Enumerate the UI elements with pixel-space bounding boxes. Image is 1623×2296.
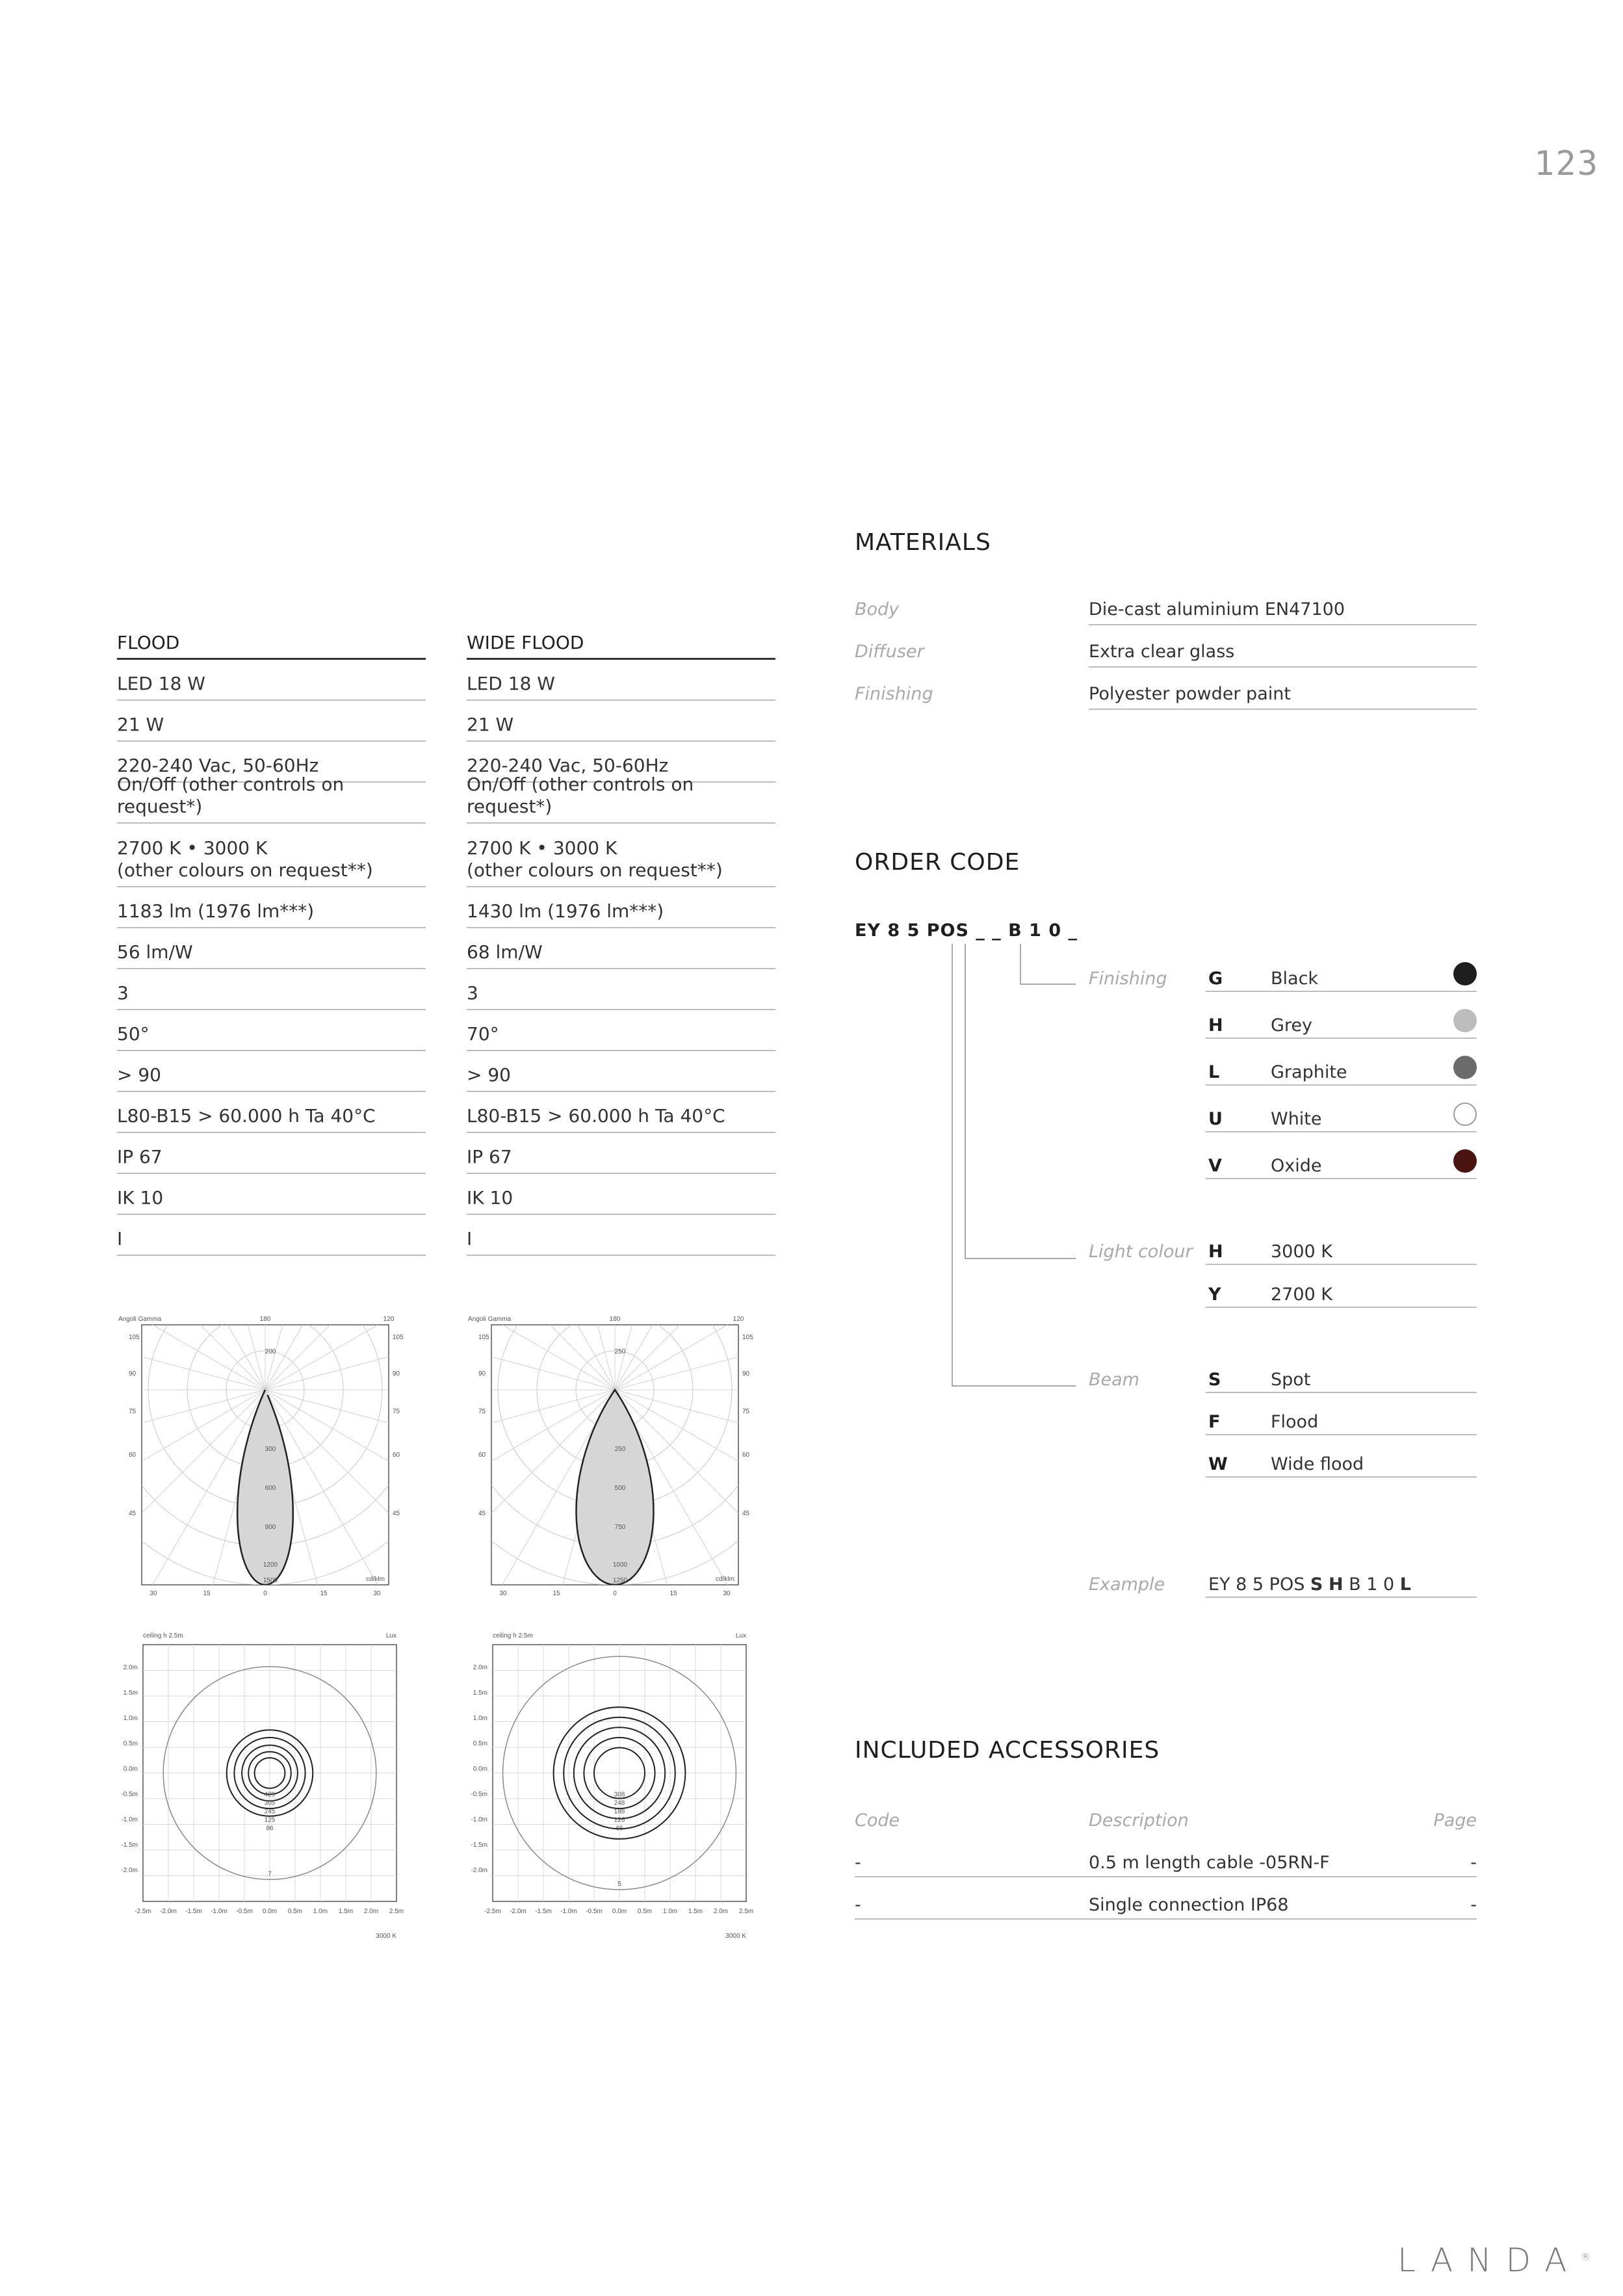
spec-row: > 90 — [467, 1051, 775, 1092]
option-letter: V — [1208, 1156, 1222, 1176]
isolux-x-label: -2.0m — [510, 1908, 526, 1915]
polar-right-label: 105 — [742, 1334, 753, 1341]
isolux-x-label: -0.5m — [586, 1908, 603, 1915]
isolux-x-label: 0.5m — [287, 1908, 303, 1915]
light-colour-option — [1206, 1242, 1477, 1265]
polar-left-label: 105 — [478, 1334, 489, 1341]
isolux-y-label: -2.0m — [121, 1867, 138, 1874]
polar-bottom-label: 15 — [203, 1590, 211, 1597]
wide-flood-spec-column — [467, 631, 775, 1256]
spec-row: 50° — [117, 1010, 426, 1051]
option-name: Black — [1271, 969, 1319, 989]
isolux-y-label: 0.0m — [473, 1766, 487, 1773]
polar-intensity-label: 200 — [265, 1348, 276, 1355]
option-name: Wide flood — [1271, 1454, 1364, 1474]
polar-top-label: 180 — [609, 1316, 621, 1323]
option-letter: H — [1208, 1242, 1223, 1262]
polar-intensity-label: 750 — [614, 1524, 626, 1531]
isolux-x-label: -2.0m — [160, 1908, 177, 1915]
spec-row: I — [117, 1215, 426, 1256]
materials-value-body: Die-cast aluminium EN47100 — [1089, 599, 1477, 625]
flood-heading: FLOOD — [117, 631, 426, 660]
order-code-title: ORDER CODE — [855, 849, 1020, 876]
polar-spoke — [265, 1319, 413, 1390]
polar-corner-label: Angoli Gamma — [468, 1316, 512, 1323]
polar-left-label: 75 — [129, 1408, 136, 1415]
polar-spoke — [467, 1319, 615, 1390]
polar-left-label: 60 — [129, 1452, 136, 1459]
polar-bottom-label: 0 — [263, 1590, 267, 1597]
accessory-code: - — [855, 1853, 861, 1873]
polar-left-label: 105 — [129, 1334, 140, 1341]
option-letter: Y — [1208, 1285, 1221, 1305]
isolux-x-label: 0.0m — [612, 1908, 627, 1915]
isolux-x-label: 1.5m — [338, 1908, 354, 1915]
accessories-header-code: Code — [855, 1810, 900, 1831]
spec-row: IP 67 — [117, 1133, 426, 1174]
isolux-y-label: -1.5m — [471, 1842, 487, 1849]
finishing-option — [1206, 1015, 1477, 1039]
example-label: Example — [1089, 1574, 1165, 1595]
polar-bottom-label: 15 — [669, 1590, 677, 1597]
polar-right-label: 90 — [742, 1370, 750, 1377]
isolux-footnote: 3000 K — [376, 1933, 396, 1940]
isolux-x-label: -0.5m — [236, 1908, 253, 1915]
polar-intensity-label: 300 — [265, 1446, 276, 1453]
isolux-y-label: 0.5m — [123, 1740, 138, 1747]
spec-row: LED 18 W — [117, 660, 426, 701]
polar-intensity-label: 600 — [265, 1485, 276, 1492]
accessory-description: Single connection IP68 — [1089, 1895, 1289, 1915]
isolux-x-label: 0.5m — [637, 1908, 653, 1915]
polar-bottom-label: 30 — [149, 1590, 157, 1597]
isolux-ring-label: 248 — [614, 1799, 625, 1807]
isolux-y-label: 1.0m — [473, 1715, 487, 1722]
isolux-x-label: 1.5m — [688, 1908, 703, 1915]
isolux-x-label: -1.5m — [535, 1908, 552, 1915]
polar-spoke — [117, 1390, 265, 1461]
materials-label-diffuser: Diffuser — [855, 642, 924, 662]
spec-row: 220-240 Vac, 50-60Hz — [467, 742, 775, 783]
accessory-divider — [855, 1876, 1477, 1877]
accessories-header-description: Description — [1089, 1810, 1189, 1831]
swatch-grey — [1453, 1009, 1477, 1032]
swatch-oxide — [1453, 1149, 1477, 1173]
option-letter: U — [1208, 1109, 1223, 1129]
spec-row: 1430 lm (1976 lm***) — [467, 887, 775, 928]
polar-intensity-label: 1250 — [612, 1577, 628, 1584]
spec-row: 21 W — [467, 701, 775, 742]
spec-colour-line2: (other colours on request**) — [467, 859, 723, 881]
option-name: Spot — [1271, 1370, 1311, 1390]
wide-flood-isolux-svg — [467, 1628, 762, 1950]
polar-left-label: 90 — [129, 1370, 136, 1377]
spec-row: 70° — [467, 1010, 775, 1051]
isolux-y-label: -1.0m — [471, 1816, 487, 1823]
spec-row: 1183 lm (1976 lm***) — [117, 887, 426, 928]
polar-intensity-label: 1200 — [263, 1561, 278, 1569]
spec-colour-line1: 2700 K • 3000 K — [467, 837, 617, 859]
spec-row: On/Off (other controls on request*) — [467, 783, 775, 824]
isolux-y-label: 2.0m — [123, 1664, 138, 1671]
light-colour-option — [1206, 1285, 1477, 1308]
option-letter: H — [1208, 1015, 1223, 1036]
polar-bottom-label: 30 — [373, 1590, 381, 1597]
option-name: White — [1271, 1109, 1322, 1129]
polar-intensity-label: 900 — [265, 1524, 276, 1531]
option-letter: S — [1208, 1370, 1221, 1390]
spec-row: IP 67 — [467, 1133, 775, 1174]
isolux-x-label: -1.0m — [211, 1908, 227, 1915]
polar-right-label: 45 — [742, 1510, 750, 1517]
isolux-y-label: -0.5m — [471, 1791, 487, 1798]
isolux-ring-label: 308 — [614, 1791, 625, 1799]
swatch-graphite — [1453, 1056, 1477, 1079]
isolux-y-label: 1.0m — [123, 1715, 138, 1722]
wide-flood-isolux-chart — [467, 1628, 762, 1950]
accessories-title: INCLUDED ACCESSORIES — [855, 1737, 1160, 1764]
polar-intensity-label: 500 — [614, 1485, 626, 1492]
spec-row: I — [467, 1215, 775, 1256]
polar-bottom-label: 15 — [552, 1590, 560, 1597]
polar-intensity-label: 250 — [614, 1446, 626, 1453]
isolux-y-label: -1.5m — [121, 1842, 138, 1849]
isolux-x-label: -2.5m — [484, 1908, 501, 1915]
isolux-footnote: 3000 K — [725, 1933, 746, 1940]
spec-row: 68 lm/W — [467, 928, 775, 969]
spec-colour-line2: (other colours on request**) — [117, 859, 373, 881]
registered-mark: ® — [1581, 2252, 1591, 2263]
wide-flood-polar-svg — [467, 1313, 762, 1599]
finishing-option — [1206, 1062, 1477, 1086]
brand-name: LANDA — [1397, 2241, 1581, 2279]
option-name: Grey — [1271, 1015, 1313, 1036]
polar-left-label: 45 — [478, 1510, 486, 1517]
isolux-x-label: 2.5m — [738, 1908, 754, 1915]
polar-right-label: 60 — [393, 1452, 400, 1459]
light-colour-label: Light colour — [1089, 1242, 1193, 1262]
polar-bottom-label: 30 — [499, 1590, 507, 1597]
polar-grid — [117, 1313, 413, 1599]
isolux-y-label: -1.0m — [121, 1816, 138, 1823]
spec-row: L80-B15 > 60.000 h Ta 40°C — [117, 1092, 426, 1133]
polar-right-label: 105 — [393, 1334, 404, 1341]
example-prefix: EY 8 5 POS — [1208, 1574, 1310, 1595]
isolux-x-label: 2.0m — [363, 1908, 379, 1915]
polar-left-label: 60 — [478, 1452, 486, 1459]
polar-left-label: 90 — [478, 1370, 486, 1377]
wide-flood-heading: WIDE FLOOD — [467, 631, 775, 660]
option-letter: W — [1208, 1454, 1228, 1474]
spec-row: 220-240 Vac, 50-60Hz — [117, 742, 426, 783]
isolux-y-label: 0.5m — [473, 1740, 487, 1747]
isolux-ring-label: 429 — [264, 1791, 276, 1799]
isolux-y-label: -0.5m — [121, 1791, 138, 1798]
materials-title: MATERIALS — [855, 529, 991, 556]
wide-flood-polar-chart — [467, 1313, 762, 1599]
flood-spec-column — [117, 631, 426, 1256]
swatch-black — [1453, 962, 1477, 985]
isolux-unit-label: Lux — [385, 1632, 396, 1639]
spec-row-colour — [467, 824, 775, 887]
materials-label-finishing: Finishing — [855, 684, 933, 704]
polar-top-label: 120 — [733, 1316, 744, 1323]
isolux-x-label: 2.5m — [389, 1908, 404, 1915]
isolux-x-label: 2.0m — [713, 1908, 729, 1915]
example-code — [1206, 1574, 1477, 1598]
example-code-text — [1208, 1574, 1411, 1595]
beam-option — [1206, 1454, 1477, 1478]
isolux-x-label: -1.0m — [560, 1908, 577, 1915]
polar-grid — [467, 1313, 762, 1599]
isolux-y-label: 0.0m — [123, 1766, 138, 1773]
isolux-ring-label: 7 — [268, 1870, 272, 1878]
option-letter: G — [1208, 969, 1223, 989]
isolux-ring-label: 125 — [264, 1816, 276, 1824]
polar-left-label: 45 — [129, 1510, 136, 1517]
isolux-ring-label: 245 — [264, 1808, 276, 1816]
isolux-ring-label: 126 — [614, 1816, 625, 1824]
polar-right-label: 60 — [742, 1452, 750, 1459]
polar-left-label: 75 — [478, 1408, 486, 1415]
accessory-page: - — [1470, 1895, 1477, 1915]
isolux-x-label: -1.5m — [185, 1908, 202, 1915]
option-name: Oxide — [1271, 1156, 1322, 1176]
polar-intensity-label: 1500 — [263, 1577, 278, 1584]
polar-spoke — [265, 1390, 413, 1461]
polar-bottom-label: 0 — [613, 1590, 617, 1597]
isolux-y-label: 1.5m — [473, 1689, 487, 1697]
polar-right-label: 45 — [393, 1510, 400, 1517]
isolux-corner-label: ceiling h 2.5m — [493, 1632, 533, 1639]
spec-row: L80-B15 > 60.000 h Ta 40°C — [467, 1092, 775, 1133]
beam-label: Beam — [1089, 1370, 1139, 1390]
polar-right-label: 75 — [742, 1408, 750, 1415]
polar-spoke — [117, 1319, 265, 1390]
isolux-x-label: 1.0m — [662, 1908, 678, 1915]
option-letter: F — [1208, 1412, 1221, 1432]
spec-row: 3 — [467, 969, 775, 1010]
finishing-label: Finishing — [1089, 969, 1167, 989]
polar-spoke — [615, 1319, 762, 1390]
example-l: L — [1399, 1574, 1412, 1595]
option-name: 2700 K — [1271, 1285, 1333, 1305]
finishing-option — [1206, 1109, 1477, 1132]
polar-top-label: 120 — [383, 1316, 395, 1323]
polar-intensity-label: 250 — [614, 1348, 626, 1355]
beam-option — [1206, 1370, 1477, 1393]
swatch-white — [1453, 1102, 1477, 1126]
polar-bottom-label: 15 — [320, 1590, 328, 1597]
isolux-ring-label: 305 — [264, 1799, 276, 1807]
option-name: 3000 K — [1271, 1242, 1333, 1262]
materials-value-diffuser: Extra clear glass — [1089, 642, 1477, 668]
order-code-string: EY 8 5 POS _ _ B 1 0 _ — [855, 920, 1078, 941]
accessories-header-page: Page — [1433, 1810, 1477, 1831]
isolux-x-label: 0.0m — [262, 1908, 278, 1915]
isolux-x-label: -2.5m — [135, 1908, 151, 1915]
beam-option — [1206, 1412, 1477, 1435]
polar-bottom-label: 30 — [723, 1590, 731, 1597]
isolux-corner-label: ceiling h 2.5m — [143, 1632, 183, 1639]
isolux-x-label: 1.0m — [313, 1908, 328, 1915]
spec-row: LED 18 W — [467, 660, 775, 701]
page-number: 123 — [1534, 144, 1599, 183]
accessory-page: - — [1470, 1853, 1477, 1873]
materials-label-body: Body — [855, 599, 900, 620]
finishing-option — [1206, 1156, 1477, 1179]
spec-row: On/Off (other controls on request*) — [117, 783, 426, 824]
isolux-ring-label: 66 — [616, 1825, 623, 1833]
flood-polar-svg — [117, 1313, 413, 1599]
polar-unit-label: cd/klm — [716, 1576, 734, 1583]
spec-row: IK 10 — [467, 1174, 775, 1215]
accessory-description: 0.5 m length cable -05RN-F — [1089, 1853, 1330, 1873]
isolux-ring-label: 86 — [266, 1825, 274, 1833]
polar-intensity-label: 1000 — [612, 1561, 628, 1569]
isolux-y-label: -2.0m — [471, 1867, 487, 1874]
brand-logo — [1397, 2241, 1590, 2279]
materials-value-finishing: Polyester powder paint — [1089, 684, 1477, 710]
example-h: H — [1328, 1574, 1344, 1595]
spec-row: IK 10 — [117, 1174, 426, 1215]
spec-row: 21 W — [117, 701, 426, 742]
spec-row-colour — [117, 824, 426, 887]
option-letter: L — [1208, 1062, 1220, 1082]
finishing-option — [1206, 969, 1477, 992]
spec-row: 56 lm/W — [117, 928, 426, 969]
polar-right-label: 90 — [393, 1370, 400, 1377]
spec-row: > 90 — [117, 1051, 426, 1092]
accessory-divider — [855, 1918, 1477, 1920]
example-s: S — [1310, 1574, 1323, 1595]
isolux-y-label: 2.0m — [473, 1664, 487, 1671]
option-name: Graphite — [1271, 1062, 1347, 1082]
spec-row: 3 — [117, 969, 426, 1010]
accessory-code: - — [855, 1895, 861, 1915]
polar-top-label: 180 — [259, 1316, 271, 1323]
polar-corner-label: Angoli Gamma — [118, 1316, 162, 1323]
example-mid: B 1 0 — [1343, 1574, 1400, 1595]
option-name: Flood — [1271, 1412, 1319, 1432]
flood-isolux-chart — [117, 1628, 413, 1950]
spec-colour-line1: 2700 K • 3000 K — [117, 837, 268, 859]
polar-unit-label: cd/klm — [366, 1576, 385, 1583]
isolux-ring-label: 5 — [617, 1880, 621, 1888]
isolux-unit-label: Lux — [735, 1632, 746, 1639]
isolux-y-label: 1.5m — [123, 1689, 138, 1697]
order-code-connectors — [936, 944, 1092, 1399]
isolux-ring-label: 188 — [614, 1808, 625, 1816]
flood-isolux-svg — [117, 1628, 413, 1950]
polar-right-label: 75 — [393, 1408, 400, 1415]
flood-polar-chart — [117, 1313, 413, 1599]
